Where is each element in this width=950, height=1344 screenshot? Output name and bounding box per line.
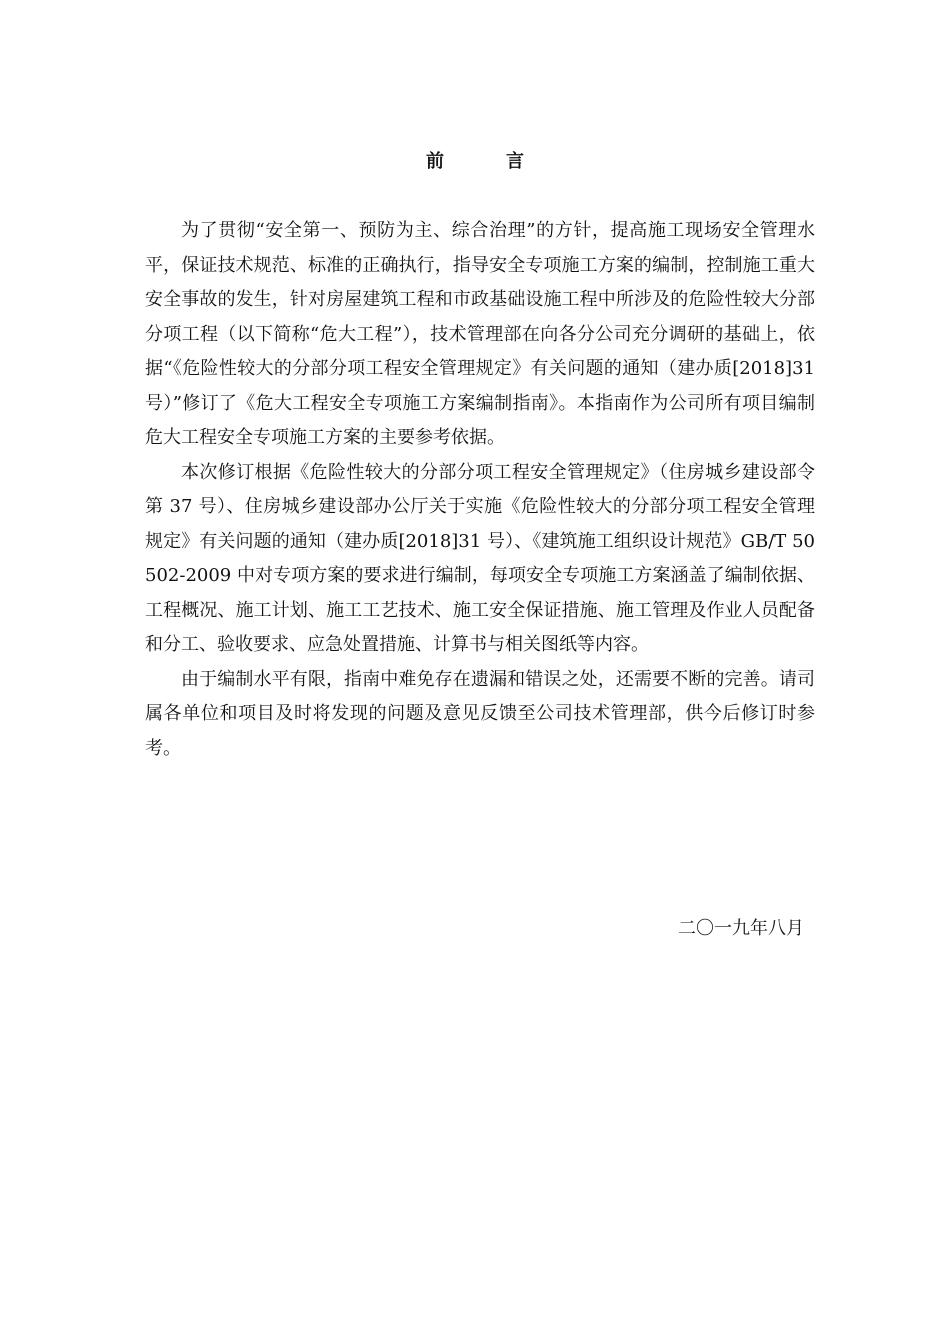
paragraph-purpose: 为了贯彻“安全第一、预防为主、综合治理”的方针，提高施工现场安全管理水平，保证技术规范、标准的正确执行，指导安全专项施工方案的编制，控制施工重大安全事故的发生，针对房屋建筑工程和市政基础设施工程中所涉及的危险性较大分部分项工程（以下简称“危大工程”），技术管理部在向各分公司充分调研的基础上，依据“《危险性较大的分部分项工程安全管理规定》有关问题的通知（建办质[2018]31 号）”修订了《危大工程安全专项施工方案编制指南》。本指南作为公司所有项目编制危大工程安全专项施工方案的主要参考依据。	[145, 220, 815, 448]
paragraph-revision-basis: 本次修订根据《危险性较大的分部分项工程安全管理规定》（住房城乡建设部令第 37 号）、住房城乡建设部办公厅关于实施《危险性较大的分部分项工程安全管理规定》有关问题的通知（建办质[2018]31 号）、《建筑施工组织设计规范》GB/T 50502-2009 中对专项方案的要求进行编制，每项安全专项施工方案涵盖了编制依据、工程概况、施工计划、施工工艺技术、施工安全保证措施、施工管理及作业人员配备和分工、验收要求、应急处置措施、计算书与相关图纸等内容。	[145, 461, 815, 655]
document-date: 二〇一九年八月	[678, 918, 804, 939]
paragraph-feedback: 由于编制水平有限，指南中难免存在遗漏和错误之处，还需要不断的完善。请司属各单位和项目及时将发现的问题及意见反馈至公司技术管理部，供今后修订时参考。	[145, 668, 815, 759]
page-title: 前言	[426, 151, 586, 172]
preface-body	[145, 214, 815, 766]
